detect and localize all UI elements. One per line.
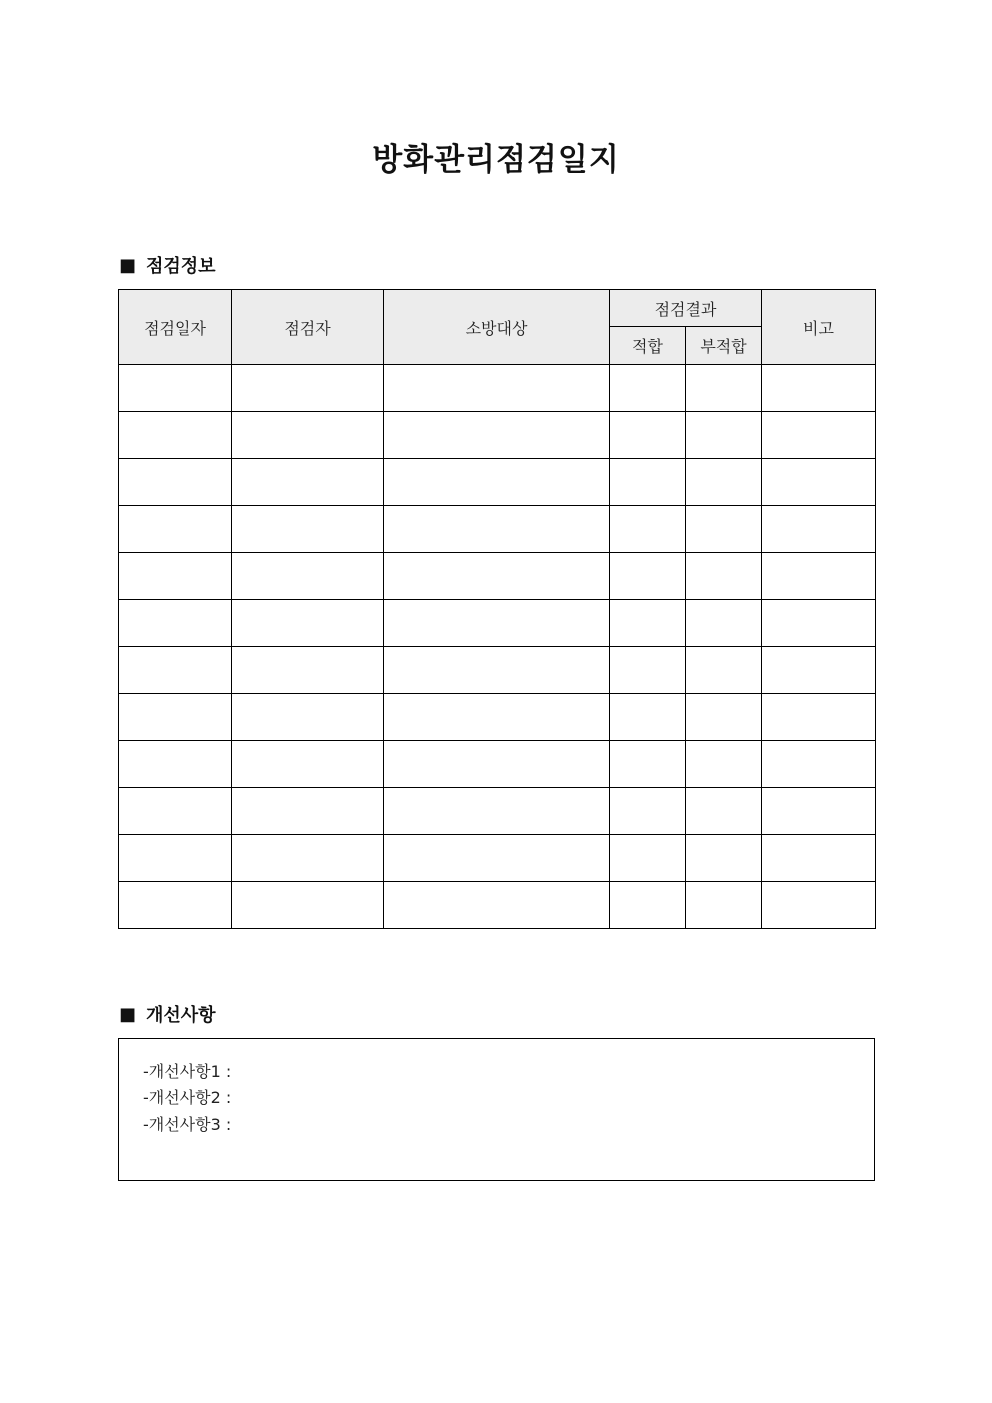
improvements-box	[118, 1038, 875, 1181]
cell-remarks[interactable]	[762, 788, 876, 835]
cell-date[interactable]	[119, 459, 232, 506]
inspection-log-table	[118, 289, 876, 929]
cell-inspector[interactable]	[232, 647, 384, 694]
cell-remarks[interactable]	[762, 882, 876, 929]
column-header-date: 점검일자	[119, 290, 232, 365]
cell-date[interactable]	[119, 741, 232, 788]
cell-inspector[interactable]	[232, 459, 384, 506]
cell-inspector[interactable]	[232, 412, 384, 459]
table-row	[119, 365, 876, 412]
cell-date[interactable]	[119, 647, 232, 694]
cell-inspector[interactable]	[232, 365, 384, 412]
table-row	[119, 459, 876, 506]
cell-fail[interactable]	[686, 412, 762, 459]
improvement-item-2: -개선사항2 :	[143, 1088, 232, 1107]
cell-target[interactable]	[384, 600, 610, 647]
cell-target[interactable]	[384, 506, 610, 553]
cell-remarks[interactable]	[762, 647, 876, 694]
cell-date[interactable]	[119, 553, 232, 600]
column-header-target: 소방대상	[384, 290, 610, 365]
cell-remarks[interactable]	[762, 553, 876, 600]
cell-remarks[interactable]	[762, 459, 876, 506]
cell-date[interactable]	[119, 694, 232, 741]
cell-remarks[interactable]	[762, 412, 876, 459]
cell-target[interactable]	[384, 459, 610, 506]
cell-fail[interactable]	[686, 788, 762, 835]
cell-fail[interactable]	[686, 553, 762, 600]
cell-date[interactable]	[119, 506, 232, 553]
cell-inspector[interactable]	[232, 553, 384, 600]
cell-fail[interactable]	[686, 694, 762, 741]
column-header-result: 점검결과	[610, 290, 762, 327]
cell-target[interactable]	[384, 553, 610, 600]
cell-inspector[interactable]	[232, 835, 384, 882]
cell-remarks[interactable]	[762, 506, 876, 553]
cell-pass[interactable]	[610, 600, 686, 647]
cell-pass[interactable]	[610, 365, 686, 412]
table-row	[119, 835, 876, 882]
column-header-pass: 적합	[610, 327, 686, 365]
cell-fail[interactable]	[686, 741, 762, 788]
cell-inspector[interactable]	[232, 882, 384, 929]
cell-pass[interactable]	[610, 694, 686, 741]
cell-inspector[interactable]	[232, 741, 384, 788]
table-row	[119, 600, 876, 647]
cell-fail[interactable]	[686, 600, 762, 647]
table-row	[119, 553, 876, 600]
table-row	[119, 412, 876, 459]
cell-pass[interactable]	[610, 459, 686, 506]
table-row	[119, 506, 876, 553]
cell-fail[interactable]	[686, 459, 762, 506]
cell-fail[interactable]	[686, 882, 762, 929]
cell-remarks[interactable]	[762, 365, 876, 412]
square-bullet-icon: ■	[119, 254, 137, 276]
improvement-item-1: -개선사항1 :	[143, 1062, 232, 1081]
cell-pass[interactable]	[610, 741, 686, 788]
cell-target[interactable]	[384, 741, 610, 788]
cell-pass[interactable]	[610, 647, 686, 694]
cell-pass[interactable]	[610, 412, 686, 459]
table-row	[119, 788, 876, 835]
inspection-log-body	[119, 365, 876, 929]
improvement-item-3: -개선사항3 :	[143, 1115, 232, 1134]
table-row	[119, 882, 876, 929]
section-title: 개선사항	[146, 1005, 216, 1026]
cell-pass[interactable]	[610, 788, 686, 835]
cell-remarks[interactable]	[762, 694, 876, 741]
improvements-heading	[119, 1001, 216, 1027]
cell-target[interactable]	[384, 788, 610, 835]
cell-target[interactable]	[384, 647, 610, 694]
cell-fail[interactable]	[686, 647, 762, 694]
square-bullet-icon: ■	[119, 1003, 137, 1025]
cell-inspector[interactable]	[232, 600, 384, 647]
column-header-inspector: 점검자	[232, 290, 384, 365]
cell-remarks[interactable]	[762, 600, 876, 647]
cell-target[interactable]	[384, 412, 610, 459]
cell-date[interactable]	[119, 835, 232, 882]
column-header-fail: 부적합	[686, 327, 762, 365]
cell-date[interactable]	[119, 788, 232, 835]
cell-inspector[interactable]	[232, 694, 384, 741]
cell-remarks[interactable]	[762, 741, 876, 788]
column-header-remarks: 비고	[762, 290, 876, 365]
table-row	[119, 694, 876, 741]
cell-fail[interactable]	[686, 506, 762, 553]
inspection-info-heading	[119, 252, 216, 278]
cell-target[interactable]	[384, 882, 610, 929]
cell-date[interactable]	[119, 412, 232, 459]
cell-target[interactable]	[384, 365, 610, 412]
cell-date[interactable]	[119, 365, 232, 412]
cell-pass[interactable]	[610, 553, 686, 600]
cell-fail[interactable]	[686, 835, 762, 882]
cell-date[interactable]	[119, 600, 232, 647]
cell-target[interactable]	[384, 835, 610, 882]
cell-target[interactable]	[384, 694, 610, 741]
cell-inspector[interactable]	[232, 506, 384, 553]
cell-pass[interactable]	[610, 882, 686, 929]
document-title: 방화관리점검일지	[372, 142, 620, 178]
cell-inspector[interactable]	[232, 788, 384, 835]
cell-remarks[interactable]	[762, 835, 876, 882]
section-title: 점검정보	[146, 256, 216, 277]
table-row	[119, 741, 876, 788]
table-row	[119, 647, 876, 694]
cell-date[interactable]	[119, 882, 232, 929]
cell-pass[interactable]	[610, 835, 686, 882]
cell-pass[interactable]	[610, 506, 686, 553]
cell-fail[interactable]	[686, 365, 762, 412]
